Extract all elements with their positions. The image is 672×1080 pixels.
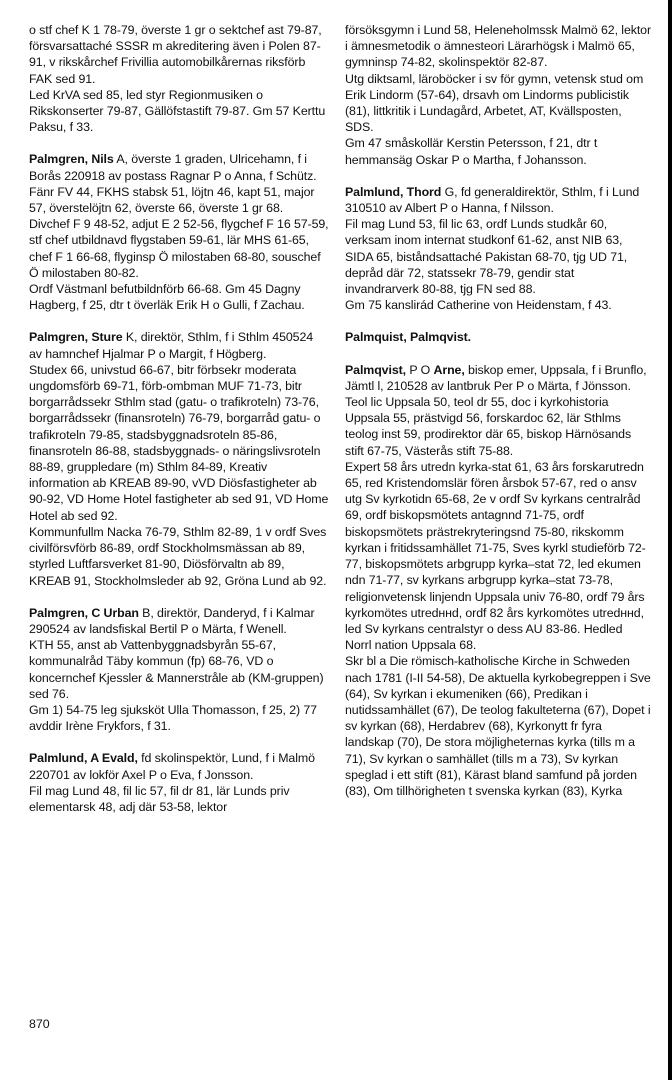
entry-paragraph: Fil mag Lund 48, fil lic 57, fil dr 81, lär Lunds priv elementarsk 48, adj där 53-58, lektor <box>29 783 290 814</box>
entry-name: Palmlund, Thord <box>345 184 442 199</box>
entry-intro: Palmgren, Nils A, överste 1 graden, Ulricehamn, f i Borås 220918 av postass Ragnar P o Anna, f Schütz. <box>29 152 317 183</box>
entry-paragraph: Ordf Västmanl befutbildnförb 66-68. Gm 45 Dagny Hagberg, f 25, dtr t överläk Erik H o Gulli, f Zachau. <box>29 282 305 313</box>
page-number: 870 <box>29 1017 50 1031</box>
entry-intro: Palmqvist, P O Arne, biskop emer, Uppsala, f i Brunflo, Jämtl l, 210528 av lantbruk Per P o Märta, f Jönsson. <box>345 362 647 393</box>
entry-palmlund-evald <box>29 750 329 815</box>
entry-paragraph: Gm 47 småskollär Kerstin Petersson, f 21, dtr t hemmansäg Oskar P o Martha, f Johansson. <box>345 136 598 167</box>
entry-given-name: Arne, <box>433 362 465 377</box>
entry-paragraph: Skr bl a Die römisch-katholische Kirche in Schweden nach 1781 (I-II 54-58), De aktuella kyrkobegreppen i Sve (64), Sv kyrkan i ekumeniken (66), Predikan i nutidssamhället (67), De teolog fakulteterna (67), Dopet i sv kyrkan (68), Herdabrev (68), Kyrkonytt fr fyra landskap (70), De stora möjligheternas kyrka (tills m a 71), Sv kyrkan o samhället (tills m a 73), Sv kyrkan speglad i ett stift (81), Kärast bland samfund på jorden (83), Om tillhörigheten t svenska kyrkan (83), Kyrka <box>345 654 651 798</box>
entry-palmgren-sture <box>29 329 329 588</box>
entry-paragraph: Divchef F 9 48-52, adjut E 2 52-56, flygchef F 16 57-59, stf chef utbildnavd flygstaben 59-61, lär MHS 61-65, chef F 1 66-68, flyginsp Ö milostaben 68-80, souschef Ö milostaben 80-82. <box>29 217 329 280</box>
entry-palmlund-thord <box>345 184 651 314</box>
section-heading: Palmquist, Palmqvist. <box>345 330 471 345</box>
entry-paragraph: Utg diktsaml, läroböcker i sv för gymn, vetensk stud om Erik Lindorm (57-64), drsavh om Lindorms publicistik (81), littkritik i Lundagård, Arbetet, AT, Kvällsposten, SDS. <box>345 71 644 135</box>
entry-paragraph: Gm 75 kanslirád Catherine von Heidenstam, f 43. <box>345 298 612 313</box>
left-column <box>29 22 329 831</box>
entry-intro: Palmlund, Thord G, fd generaldirektör, Sthlm, f i Lund 310510 av Albert P o Hanna, f Nilsson. <box>345 184 640 216</box>
continued-entry <box>29 22 329 135</box>
entry-paragraph: Gm 1) 54-75 leg sjuksköt Ulla Thomasson, f 25, 2) 77 avddir Irène Frykfors, f 31. <box>29 702 317 734</box>
continued-entry <box>345 22 651 168</box>
entry-paragraph: försöksgymn i Lund 58, Heleneholmssk Malmö 62, lektor i ämnesmetodik o ämnesteori Lärarhögsk i Malmö 65, gymninsp 74-82, skolinspektör 82-87. <box>345 23 651 70</box>
entry-paragraph: Studex 66, univstud 66-67, bitr förbsekr moderata ungdomsförb 69-71, förb-ombman MUF 71-73, bitr borgarrådssekr Sthlm stad (gatu- o trafikroteln) 73-76, borgarrådssekr (finansroteln) 76-79, borgarråd gatu- o trafikroteln 79-85, stadsbyggnadsroteln 85-86, finansroteln 86-88, stadsbyggnads- o näringslivsroteln 88-89, gruppledare (m) Sthlm 84-89, Kreativ information ab KREAB 89-90, vVD Diösfastigheter ab 90-92, VD Home Hotel fastigheter ab sed 91, VD Home Hotel ab sed 92. <box>29 362 329 523</box>
entry-paragraph: o stf chef K 1 78-79, överste 1 gr o sektchef ast 79-87, försvarsattaché SSSR m akreditering även i Polen 87-91, v rikskårchef Frivillia automobilkårernas riksförb FAK sed 91. <box>29 23 322 86</box>
entry-paragraph: Fänr FV 44, FKHS stabsk 51, löjtn 46, kapt 51, major 57, överstelöjtn 62, överste 66, överste 1 gr 68. <box>29 184 315 216</box>
entry-palmgren-urban <box>29 605 329 735</box>
entry-paragraph: Fil mag Lund 53, fil lic 63, ordf Lunds studkår 60, verksam inom internat studkonf 61-62, anst NIB 63, SIDA 65, biståndsattaché Pakistan 68-70, tjg UD 71, depråd där 72, statssekr 78-79, gendir stat invandrarverk 80-88, tjg FN sed 88. <box>345 217 628 297</box>
entry-palmgren-nils <box>29 151 329 313</box>
entry-name: Palmgren, Sture <box>29 330 123 345</box>
entry-paragraph: Teol lic Uppsala 50, teol dr 55, doc i kyrkohistoria Uppsala 55, prästvigd 56, forskardoc 62, lär Sthlms teolog inst 59, prodirektor där 65, biskop Härnösands stift 67-75, Västerås stift 75-88. <box>345 395 632 458</box>
entry-name: Palmgren, Nils <box>29 152 114 167</box>
entry-paragraph: KTH 55, anst ab Vattenbyggnadsbyrån 55-67, kommunalråd Täby kommun (fp) 68-76, VD o koncernchef Kjessler & Mannerstråle ab (KM-gruppen) sed 76. <box>29 638 324 701</box>
entry-intro: Palmgren, Sture K, direktör, Sthlm, f i Sthlm 450524 av hamnchef Hjalmar P o Margit, f Högberg. <box>29 330 314 361</box>
entry-palmqvist-arne <box>345 362 651 799</box>
right-column <box>345 22 651 815</box>
entry-paragraph: Led KrVA sed 85, led styr Regionmusiken o Rikskonserter 79-87, Gällöfstastift 79-87. Gm 57 Kerttu Paksu, f 33. <box>29 87 326 135</box>
entry-paragraph: Expert 58 års utredn kyrka-stat 61, 63 års forskarutredn 65, red Kristendomslär fören årsbok 57-67, red o ansv utg Sv kyrkotidn 65-68, 2e v ordf Sv kyrkans centralråd 69, ordf biskopsmötets antagnnd 71-75, ordf biskopsmötets prästrekryteringsnd 75-80, rikskomm kyrkan i fritidssamhället 71-75, Sves kyrkl studieförb 72-77, biskopsmötets arbgrupp kyrka–stat 72, led ekumen ndn 71-77, sv kyrkans arbgrupp kyrka–stat 73-78, religionvetensk linjendn Uppsala univ 76-80, ordf 79 års kyrkomötes utredннd, ordf 82 års kyrkomötes utredннd, led Sv kyrkans centralstyr o dess AU 83-86. Hedled Norrl nation Uppsala 68. <box>345 459 646 653</box>
entry-intro: Palmlund, A Evald, fd skolinspektör, Lund, f i Malmö 220701 av lokför Axel P o Eva, f Jonsson. <box>29 751 315 782</box>
scan-edge <box>668 0 672 1080</box>
entry-intro: Palmgren, C Urban B, direktör, Danderyd, f i Kalmar 290524 av landsfiskal Bertil P o Märta, f Wenell. <box>29 605 315 636</box>
entry-name: Palmqvist, <box>345 362 406 377</box>
entry-name: Palmgren, C Urban <box>29 605 139 620</box>
entry-name: Palmlund, A Evald, <box>29 751 138 766</box>
entry-paragraph: Kommunfullm Nacka 76-79, Sthlm 82-89, 1 v ordf Sves civilförsvförb 86-89, ordf Stockholmsmässan ab 89, styrled Luftfarsverket 81-90, Diösförvaltn ab 89, KREAB 91, Stockholmsleder ab 92, Gröna Lund ab 92. <box>29 524 327 588</box>
